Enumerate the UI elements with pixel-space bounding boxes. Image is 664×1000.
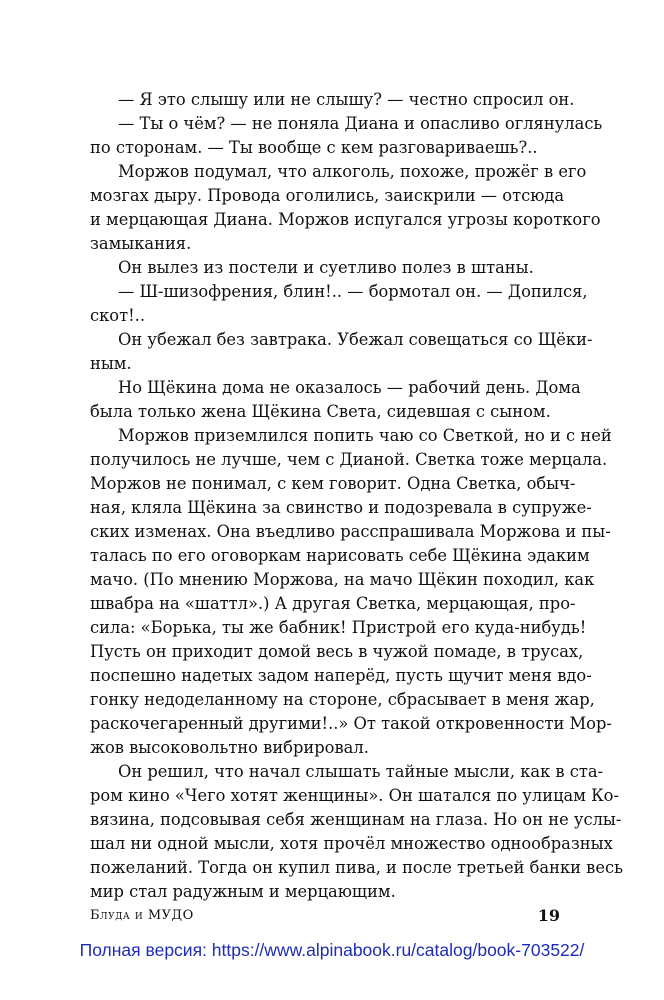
text-line: по сторонам. — Ты вообще с кем разговариваешь?.. <box>90 138 538 157</box>
text-line: получилось не лучше, чем с Дианой. Светка тоже мерцала. <box>90 450 608 469</box>
text-line: Моржов приземлился попить чаю со Светкой, но и с ней <box>118 426 612 445</box>
text-line: шал ни одной мысли, хотя прочёл множество однообразных <box>90 834 613 853</box>
text-line: Моржов подумал, что алкоголь, похоже, прожёг в его <box>118 162 587 181</box>
text-line: вязина, подсовывая себя женщинам на глаза. Но он не услы- <box>90 810 622 829</box>
text-line: сила: «Борька, ты же бабник! Пристрой его куда-нибудь! <box>90 618 587 637</box>
text-line: поспешно надетых задом наперёд, пусть щучит меня вдо- <box>90 666 592 685</box>
text-line: швабра на «шаттл».) А другая Светка, мерцающая, про- <box>90 594 576 613</box>
text-line: ная, кляла Щёкина за свинство и подозревала в супруже- <box>90 498 592 517</box>
text-line: ских изменах. Она въедливо расспрашивала Моржова и пы- <box>90 522 611 541</box>
text-line: и мерцающая Диана. Моржов испугался угрозы короткого <box>90 210 601 229</box>
text-line: Он убежал без завтрака. Убежал совещаться со Щёки- <box>118 330 593 349</box>
text-line: гонку недоделанному на стороне, сбрасывает в меня жар, <box>90 690 595 709</box>
text-line: Он вылез из постели и суетливо полез в штаны. <box>118 258 534 277</box>
text-line: — Ты о чём? — не поняла Диана и опасливо оглянулась <box>118 114 603 133</box>
running-footer-title: Блуда и МУДО <box>90 908 194 923</box>
text-line: Моржов не понимал, с кем говорит. Одна Светка, обыч- <box>90 474 576 493</box>
text-line: мачо. (По мнению Моржова, на мачо Щёкин походил, как <box>90 570 595 589</box>
text-line: замыкания. <box>90 234 192 253</box>
text-line: Пусть он приходит домой весь в чужой помаде, в трусах, <box>90 642 584 661</box>
text-line: раскочегаренный другими!..» От такой откровенности Мор- <box>90 714 612 733</box>
text-line: мозгах дыру. Провода оголились, заискрили — отсюда <box>90 186 565 205</box>
text-line: ром кино «Чего хотят женщины». Он шатался по улицам Ко- <box>90 786 619 805</box>
text-line: — Я это слышу или не слышу? — честно спросил он. <box>118 90 575 109</box>
text-line: Он решил, что начал слышать тайные мысли, как в ста- <box>118 762 604 781</box>
text-line: ным. <box>90 354 132 373</box>
text-line: Но Щёкина дома не оказалось — рабочий день. Дома <box>118 378 581 397</box>
text-line: пожеланий. Тогда он купил пива, и после третьей банки весь <box>90 858 623 877</box>
text-line: была только жена Щёкина Света, сидевшая с сыном. <box>90 402 551 421</box>
text-line: жов высоковольтно вибрировал. <box>90 738 369 757</box>
page-number: 19 <box>537 906 560 925</box>
text-line: мир стал радужным и мерцающим. <box>90 882 396 901</box>
text-line: скот!.. <box>90 306 145 325</box>
text-line: — Ш-шизофрения, блин!.. — бормотал он. — Допился, <box>118 282 588 301</box>
full-version-link[interactable]: Полная версия: https://www.alpinabook.ru/catalog/book-703522/ <box>79 940 585 960</box>
text-line: талась по его оговоркам нарисовать себе Щёкина эдаким <box>90 546 590 565</box>
